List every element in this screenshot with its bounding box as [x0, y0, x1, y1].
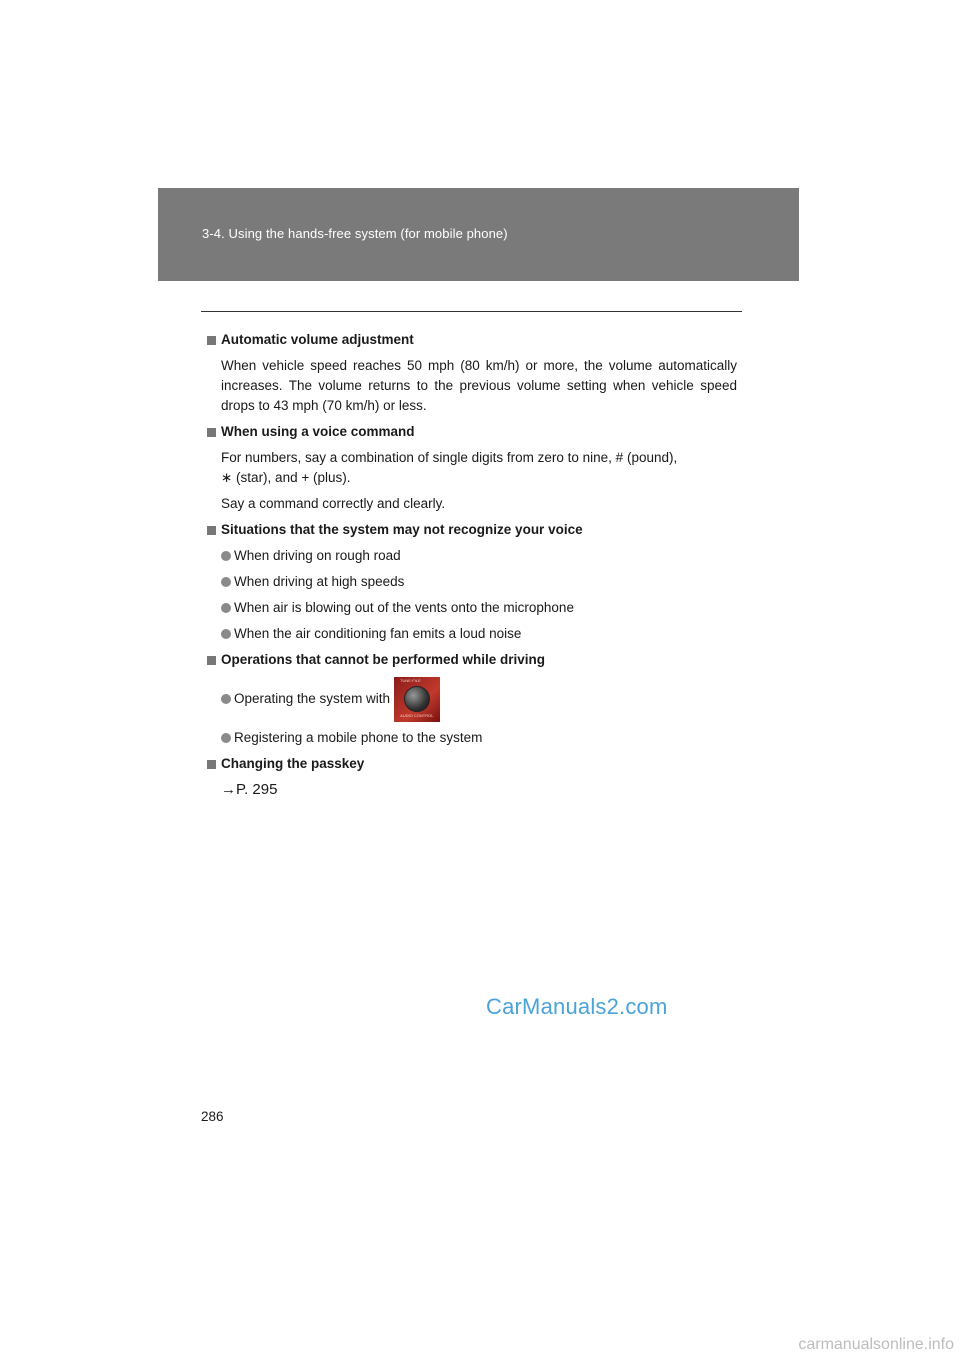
section-heading: [207, 330, 737, 350]
top-rule: [201, 311, 742, 312]
list-item: When air is blowing out of the vents onto the microphone: [221, 598, 737, 618]
paragraph: When vehicle speed reaches 50 mph (80 km/h) or more, the volume automatically increases. The volume returns to the previous volume setting when vehicle speed drops to 43 mph (70 km/h) or less.: [221, 358, 737, 413]
square-bullet-icon: [207, 428, 216, 437]
round-bullet-icon: [221, 577, 231, 587]
list-item: When driving at high speeds: [221, 572, 737, 592]
section-heading: [207, 520, 737, 540]
footer-watermark: carmanualsonline.info: [798, 1336, 954, 1353]
round-bullet-icon: [221, 551, 231, 561]
square-bullet-icon: [207, 760, 216, 769]
round-bullet-icon: [221, 629, 231, 639]
list-item: Operating the system with TUNE·FILE AUDIO CONTROL: [221, 676, 737, 722]
heading-text: Operations that cannot be performed while driving: [221, 652, 546, 667]
square-bullet-icon: [207, 526, 216, 535]
paragraph: ∗ (star), and + (plus).: [221, 470, 351, 485]
knob-label-bottom: AUDIO CONTROL: [400, 712, 434, 718]
section-heading: [207, 650, 737, 670]
page-reference: →P. 295: [221, 781, 278, 798]
page-number: 286: [201, 1109, 224, 1124]
list-item: When the air conditioning fan emits a loud noise: [221, 624, 737, 644]
heading-text: Automatic volume adjustment: [221, 332, 414, 347]
knob-label-top: TUNE·FILE: [400, 677, 421, 683]
tune-file-knob-icon: [394, 677, 440, 722]
list-item: Registering a mobile phone to the system: [221, 728, 737, 748]
round-bullet-icon: [221, 603, 231, 613]
section-heading: [207, 422, 737, 442]
heading-text: Changing the passkey: [221, 756, 365, 771]
paragraph: For numbers, say a combination of single digits from zero to nine, # (pound),: [221, 450, 678, 465]
section-heading: [207, 754, 737, 774]
square-bullet-icon: [207, 656, 216, 665]
watermark-text: CarManuals2.com: [486, 994, 668, 1019]
heading-text: When using a voice command: [221, 424, 415, 439]
square-bullet-icon: [207, 336, 216, 345]
section-header-band: [158, 188, 799, 281]
round-bullet-icon: [221, 733, 231, 743]
heading-text: Situations that the system may not recognize your voice: [221, 522, 583, 537]
knob-dial: [404, 686, 430, 712]
paragraph: Say a command correctly and clearly.: [221, 496, 446, 511]
section-title: 3-4. Using the hands-free system (for mobile phone): [202, 226, 508, 241]
round-bullet-icon: [221, 694, 231, 704]
list-item: When driving on rough road: [221, 546, 737, 566]
content-area: [207, 330, 737, 800]
